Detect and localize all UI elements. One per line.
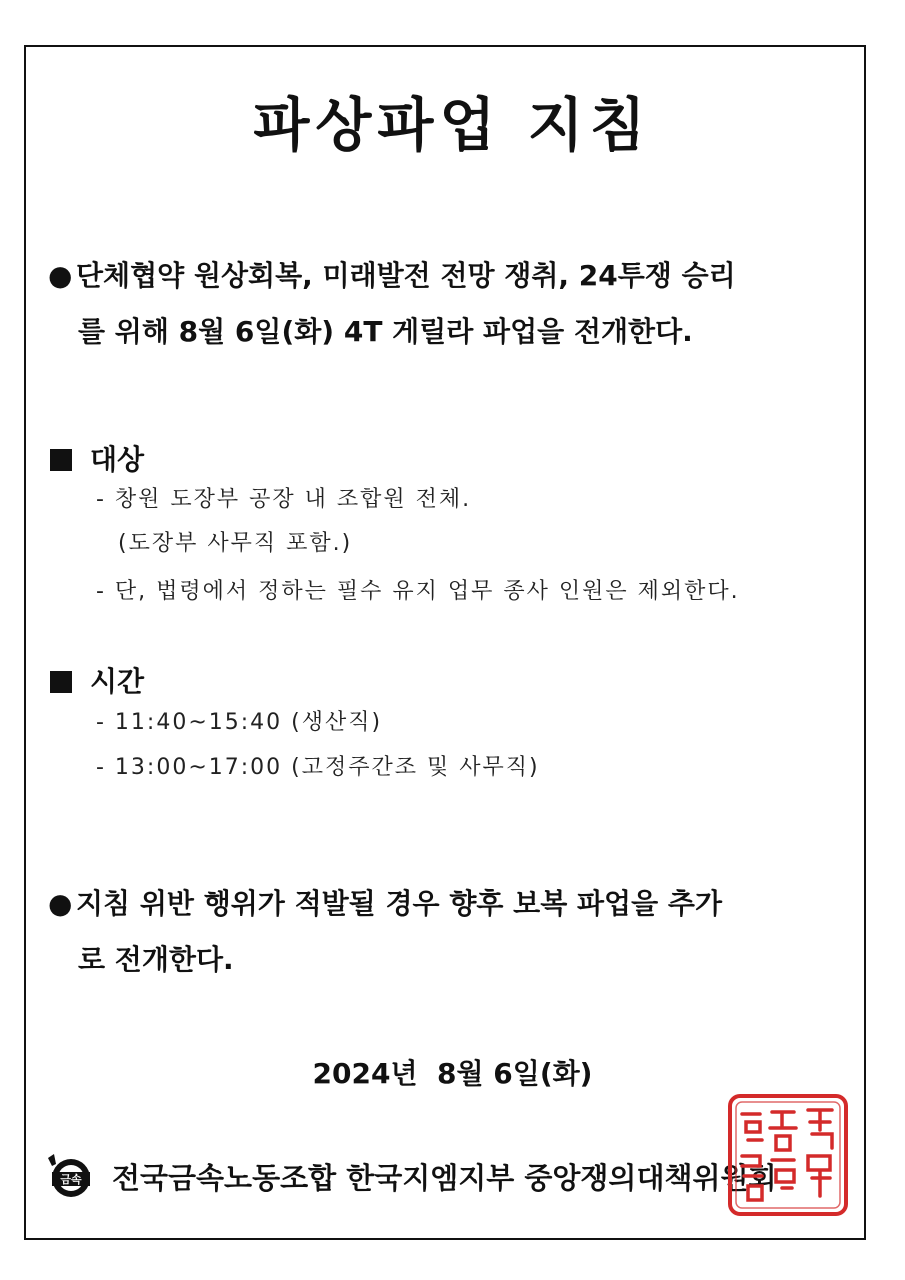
target-item: - 단, 법령에서 정하는 필수 유지 업무 종사 인원은 제외한다.	[96, 579, 740, 604]
time-heading	[50, 660, 144, 700]
date-text: 2024년 8월 6일(화)	[312, 1057, 593, 1090]
square-bullet-icon	[50, 671, 72, 693]
intro-line-1: 단체협약 원상회복, 미래발전 전망 쟁취, 24투쟁 승리	[76, 259, 736, 292]
intro-paragraph	[48, 248, 868, 360]
union-logo-icon	[44, 1152, 94, 1200]
target-item: (도장부 사무직 포함.)	[118, 531, 353, 556]
bullet-icon: ●	[48, 887, 73, 920]
time-item: - 13:00~17:00 (고정주간조 및 사무직)	[96, 755, 540, 780]
target-heading	[50, 438, 144, 478]
warning-line-1: 지침 위반 행위가 적발될 경우 향후 보복 파업을 추가	[76, 887, 722, 920]
logo-text: 금속	[60, 1173, 82, 1186]
footer-signature	[44, 1152, 777, 1200]
time-item: - 11:40~15:40 (생산직)	[96, 710, 383, 735]
target-heading-label: 대상	[90, 443, 145, 476]
bullet-icon: ●	[48, 259, 73, 292]
square-bullet-icon	[50, 449, 72, 471]
warning-line-2: 로 전개한다.	[78, 943, 234, 976]
organization-name: 전국금속노동조합 한국지엠지부 중앙쟁의대책위원회	[112, 1160, 777, 1195]
official-seal-stamp	[724, 1090, 852, 1220]
target-item: - 창원 도장부 공장 내 조합원 전체.	[96, 487, 472, 512]
document-title: 파상파업 지침	[253, 91, 652, 159]
document-date	[0, 1052, 905, 1092]
time-heading-label: 시간	[90, 665, 145, 698]
warning-paragraph	[48, 876, 868, 988]
intro-line-2: 를 위해 8월 6일(화) 4T 게릴라 파업을 전개한다.	[78, 315, 693, 348]
